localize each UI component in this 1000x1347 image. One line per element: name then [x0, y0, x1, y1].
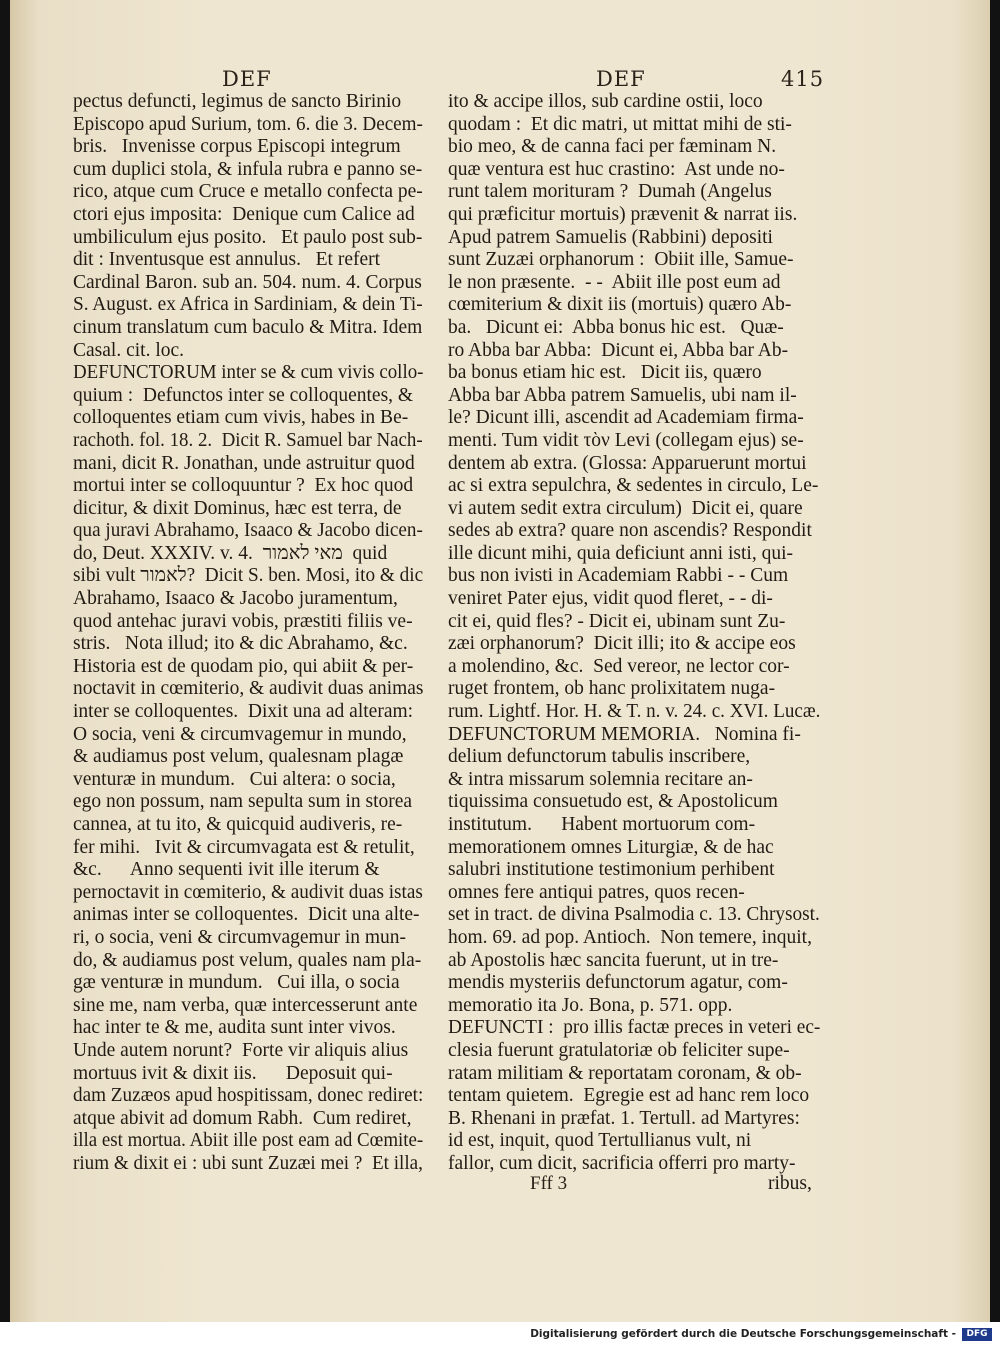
text-line: dit : Inventusque est annulus. Et refert: [73, 249, 381, 271]
text-line: le non præsente. - - Abiit ille post eum ad: [448, 271, 781, 293]
text-line: do, & audiamus post velum, quales nam pla-: [73, 949, 422, 971]
text-line: cannea, at tu ito, & quicquid audiveris, re-: [73, 814, 403, 835]
text-line: fer mihi. Ivit & circumvagata est & retulit,: [73, 836, 415, 858]
text-line: pectus defuncti, legimus de sancto Birinio: [73, 91, 402, 112]
text-line: delium defunctorum tabulis inscribere,: [448, 746, 751, 768]
text-line: mortuus ivit & dixit iis. Deposuit qui-: [73, 1062, 393, 1084]
text-line: menti. Tum vidit τὸν Levi (collegam ejus) se-: [448, 429, 804, 451]
text-line: venturæ in mundum. Cui altera: o socia,: [73, 768, 396, 790]
text-line: stris. Nota illud; ito & dic Abrahamo, &c.: [73, 633, 408, 655]
text-line: Abba bar Abba patrem Samuelis, ubi nam il-: [448, 384, 797, 406]
text-line: memorationem omnes Liturgiæ, & de hac: [448, 836, 774, 858]
text-line: clesia fuerunt gratulatoriæ ob feliciter supe-: [448, 1039, 790, 1061]
text-line: tentam quietem. Egregie est ad hanc rem loco: [448, 1085, 810, 1107]
text-line: ito & accipe illos, sub cardine ostii, loco: [448, 91, 763, 112]
text-line: quæ ventura est huc crastino: Ast unde no-: [448, 158, 785, 180]
text-line: vi autem sedit extra circulum) Dicit ei, quare: [448, 497, 803, 519]
text-line: &c. Anno sequenti ivit ille iterum &: [73, 859, 380, 881]
text-line: sunt Zuzæi orphanorum : Obiit ille, Samue-: [448, 249, 794, 271]
text-line: & intra missarum solemnia recitare an-: [448, 768, 753, 790]
text-line: O socia, veni & circumvagemur in mundo,: [73, 723, 407, 745]
text-line: Cardinal Baron. sub an. 504. num. 4. Corpus: [73, 271, 422, 293]
text-line: veniret Pater ejus, vidit quod fleret, - - di-: [448, 588, 773, 610]
text-line: Episcopo apud Surium, tom. 6. die 3. Decem-: [73, 113, 423, 135]
text-line: & audiamus post velum, qualesnam plagæ: [73, 746, 404, 768]
text-line: ac si extra sepulchra, & sedentes in circulo, Le-: [448, 475, 819, 497]
text-line: illa est mortua. Abiit ille post eam ad Cœmite-: [73, 1130, 423, 1152]
text-line: hom. 69. ad pop. Antioch. Non temere, inquit,: [448, 926, 812, 948]
text-line: institutum. Habent mortuorum com-: [448, 814, 756, 835]
text-line: ab Apostolis hæc sancita fuerunt, ut in tre-: [448, 949, 779, 971]
text-line: tiquissima consuetudo est, & Apostolicum: [448, 791, 778, 813]
text-line: S. August. ex Africa in Sardiniam, & dein Ti-: [73, 294, 423, 316]
text-line: zæi orphanorum? Dicit illi; ito & accipe eos: [448, 633, 796, 655]
text-line: gæ venturæ in mundum. Cui illa, o socia: [73, 972, 400, 994]
text-line: mendis mysteriis defunctorum agatur, com-: [448, 972, 788, 994]
text-line: ri, o socia, veni & circumvagemur in mun-: [73, 926, 407, 948]
text-line: pernoctavit in cœmiterio, & audivit duas istas: [73, 881, 423, 903]
text-line: omnes fere antiqui patres, quos recen-: [448, 881, 745, 903]
text-line: rum. Lightf. Hor. H. & T. n. v. 24. c. XVI. Lucæ.: [448, 701, 820, 723]
text-line: runt talem morituram ? Dumah (Angelus: [448, 181, 772, 203]
text-line: sine me, nam verba, quæ intercesserunt ante: [73, 994, 418, 1016]
text-line: mani, dicit R. Jonathan, unde astruitur quod: [73, 452, 415, 474]
text-line: Unde autem norunt? Forte vir aliquis alius: [73, 1039, 409, 1061]
text-line: ba. Dicunt ei: Abba bonus hic est. Quæ-: [448, 316, 784, 338]
text-line: DEFUNCTI : pro illis factæ preces in veteri ec-: [448, 1017, 820, 1039]
left-text-column: [73, 91, 423, 1176]
text-line: a molendino, &c. Sed vereor, ne lector cor-: [448, 655, 790, 677]
text-line: ego non possum, nam sepulta sum in storea: [73, 791, 413, 813]
text-line: quodam : Et dic matri, ut mittat mihi de sti-: [448, 113, 792, 135]
text-line: umbiliculum ejus posito. Et paulo post sub-: [73, 226, 423, 248]
dfg-logo-icon: DFG: [962, 1328, 992, 1341]
text-line: salubri institutione testimonium perhibent: [448, 859, 775, 881]
text-line: ratam militiam & reportatam coronam, & ob-: [448, 1062, 802, 1084]
text-line: bris. Invenisse corpus Episcopi integrum: [73, 136, 401, 158]
text-line: fallor, cum dicit, sacrificia offerri pro marty-: [448, 1152, 796, 1174]
text-line: Historia est de quodam pio, qui abiit & per-: [73, 655, 414, 677]
text-line: dentem ab extra. (Glossa: Apparuerunt mortui: [448, 452, 807, 474]
text-line: rico, atque cum Cruce e metallo confecta pe-: [73, 181, 423, 203]
text-line: DEFUNCTORUM MEMORIA. Nomina fi-: [448, 723, 801, 745]
text-line: quium : Defunctos inter se colloquentes, &: [73, 384, 414, 406]
text-line: Apud patrem Samuelis (Rabbini) depositi: [448, 226, 773, 248]
text-line: cum duplici stola, & infula rubra e panno se-: [73, 158, 423, 180]
text-line: ctori ejus imposita: Denique cum Calice ad: [73, 203, 415, 225]
running-head-right: DEF: [596, 67, 646, 91]
text-line: cit ei, quid fles? - Dicit ei, ubinam sunt Zu-: [448, 610, 786, 632]
text-line: inter se colloquentes. Dixit una ad alteram:: [73, 701, 414, 723]
text-line: atque abivit ad domum Rabh. Cum rediret,: [73, 1107, 412, 1129]
right-text-column: [448, 91, 820, 1176]
text-line: quod antehac juravi vobis, præstiti filiis ve-: [73, 610, 413, 632]
text-line: DEFUNCTORUM inter se & cum vivis collo-: [73, 362, 423, 384]
text-line: mortui inter se colloquuntur ? Ex hoc quod: [73, 475, 414, 497]
running-head-left: DEF: [222, 67, 272, 91]
text-line: ille dicunt mihi, quia deficiunt anni isti, qui-: [448, 542, 793, 564]
text-line: set in tract. de divina Psalmodia c. 13. Chrysost.: [448, 904, 820, 926]
catchword: ribus,: [768, 1173, 812, 1194]
text-line: qua juravi Abrahamo, Isaaco & Jacobo dicen-: [73, 520, 423, 542]
text-line: cœmiterium & dixit iis (mortuis) quæro Ab-: [448, 294, 792, 316]
text-line: noctavit in cœmiterio, & audivit duas animas: [73, 678, 423, 700]
footer-bar: [0, 1322, 1000, 1347]
text-line: dicitur, & dixit Dominus, hæc est terra, de: [73, 497, 402, 519]
text-line: id est, inquit, quod Tertullianus vult, ni: [448, 1130, 752, 1152]
text-line: le? Dicunt illi, ascendit ad Academiam firma-: [448, 407, 804, 429]
footer-credit: Digitalisierung gefördert durch die Deutsche Forschungsgemeinschaft -: [530, 1328, 956, 1340]
text-line: ro Abba bar Abba: Dicunt ei, Abba bar Ab-: [448, 339, 789, 361]
text-line: ba bonus etiam hic est. Dicit iis, quæro: [448, 362, 762, 384]
text-line: Abrahamo, Isaaco & Jacobo juramentum,: [73, 588, 398, 610]
page-number: 415: [781, 67, 825, 91]
text-line: memoratio ita Jo. Bona, p. 571. opp.: [448, 994, 733, 1016]
text-line: rium & dixit ei : ubi sunt Zuzæi mei ? Et illa,: [73, 1152, 423, 1174]
text-line: B. Rhenani in præfat. 1. Tertull. ad Martyres:: [448, 1107, 800, 1129]
text-line: rachoth. fol. 18. 2. Dicit R. Samuel bar Nach-: [73, 429, 423, 451]
text-line: bio meo, & de canna faci per fæminam N.: [448, 136, 777, 158]
book-page: [10, 0, 990, 1322]
text-line: ruget frontem, ob hanc prolixitatem nuga-: [448, 678, 776, 700]
text-line: sibi vult לאמור? Dicit S. ben. Mosi, ito & dic: [73, 565, 423, 587]
text-line: bus non ivisti in Academiam Rabbi - - Cum: [448, 565, 789, 587]
text-line: do, Deut. XXXIV. v. 4. מאי לאמור quid: [73, 542, 388, 564]
text-line: animas inter se colloquentes. Dicit una alte-: [73, 904, 420, 926]
text-line: Casal. cit. loc.: [73, 339, 185, 361]
text-line: hac inter te & me, audita sunt inter vivos.: [73, 1017, 396, 1039]
text-line: cinum translatum cum baculo & Mitra. Idem: [73, 316, 423, 338]
text-line: qui præficitur mortuis) prævenit & narrat iis.: [448, 203, 798, 225]
text-line: colloquentes etiam cum vivis, habes in Be-: [73, 407, 409, 429]
text-line: sedes ab extra? quare non ascendis? Respondit: [448, 520, 812, 542]
text-line: dam Zuzæos apud hospitissam, donec rediret:: [73, 1085, 423, 1107]
signature-mark: Fff 3: [530, 1173, 568, 1194]
